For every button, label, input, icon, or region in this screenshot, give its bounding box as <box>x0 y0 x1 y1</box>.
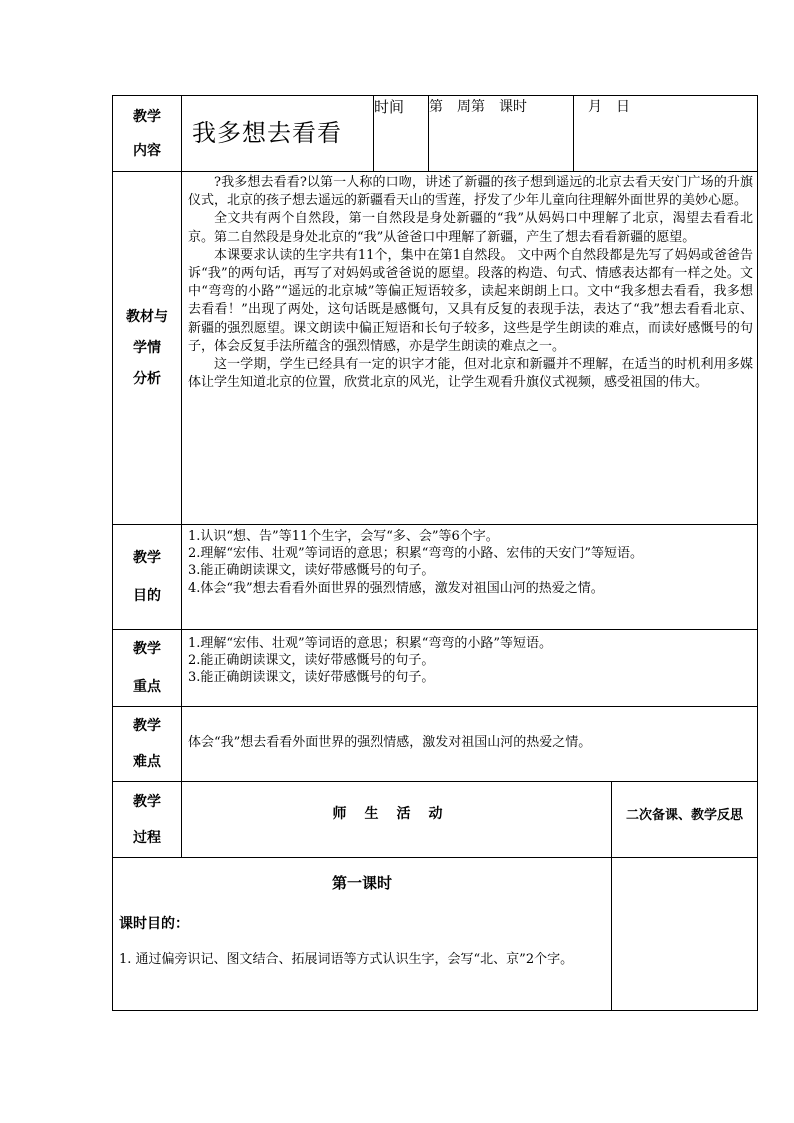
period-text: 第 周第 课时 <box>429 99 527 115</box>
period-cell <box>429 96 574 172</box>
analysis-paragraph: 本课要求认读的生字共有11个，集中在第1自然段。 文中两个自然段都是先写了妈妈或爸爸告诉“我”的两句话，再写了对妈妈或爸爸说的愿望。段落的构造、句式、情感表达都有一样之处。文中“弯弯的小路”“遥远的北京城”等偏正短语较多，读起来朗朗上口。文中“我多想去看看，我多想去看看！”出现了两处，这句话既是感慨句，又具有反复的表现手法，表达了“我”想去看看北京、新疆的强烈愿望。课文朗读中偏正短语和长句子较多，这些是学生朗读的难点，而读好感慨号的句子，体会反复手法所蕴含的强烈情感，亦是学生朗读的难点之一。 <box>188 247 753 354</box>
analysis-label-line3: 分析 <box>133 370 161 387</box>
process-label-line1: 教学 <box>133 793 161 810</box>
objectives-row <box>113 525 758 630</box>
objectives-label-cell <box>113 525 182 630</box>
objective-item: 2.理解“宏伟、壮观”等词语的意思；积累“弯弯的小路、宏伟的天安门”等短语。 <box>188 546 643 562</box>
analysis-row <box>113 172 758 525</box>
difficulties-label-cell <box>113 707 182 782</box>
key-points-content-cell <box>182 630 758 707</box>
review-header-cell <box>612 782 758 858</box>
activities-header-cell <box>182 782 612 858</box>
objective-item: 1.认识“想、告”等11个生字，会写“多、会”等6个字。 <box>188 529 499 544</box>
content-label-cell <box>113 96 182 172</box>
lesson-title: 我多想去看看 <box>192 119 342 147</box>
analysis-content-cell <box>182 172 758 525</box>
analysis-label-line2: 学情 <box>133 339 161 356</box>
lesson-plan-table <box>112 95 758 1011</box>
analysis-paragraph: 这一学期，学生已经具有一定的识字才能，但对北京和新疆并不理解，在适当的时机利用多媒体让学生知道北京的位置，欣赏北京的风光，让学生观看升旗仪式视频，感受祖国的伟大。 <box>188 357 753 391</box>
objectives-content-cell <box>182 525 758 630</box>
date-cell <box>574 96 758 172</box>
activities-header: 师生活动 <box>332 806 461 822</box>
lesson1-goal-item: 1. 通过偏旁识记、图文结合、拓展词语等方式认识生字，会写“北、京”2个字。 <box>119 952 574 967</box>
lesson1-review-cell <box>612 858 758 1011</box>
date-text: 月 日 <box>588 99 630 115</box>
key-point-item: 2.能正确朗读课文，读好带感慨号的句子。 <box>188 653 435 669</box>
key-points-row <box>113 630 758 707</box>
lesson1-title: 第一课时 <box>331 874 392 892</box>
key-point-item: 1.理解“宏伟、壮观”等词语的意思；积累“弯弯的小路”等短语。 <box>188 636 552 651</box>
process-label-line2: 过程 <box>133 829 161 846</box>
analysis-label-line1: 教材与 <box>126 308 168 325</box>
difficulties-content-cell <box>182 707 758 782</box>
objective-item: 3.能正确朗读课文，读好带感慨号的句子。 <box>188 563 435 579</box>
key-points-label-line2: 重点 <box>133 679 161 695</box>
objectives-label-line1: 教学 <box>133 550 161 566</box>
content-label-line2: 内容 <box>133 143 161 159</box>
difficulties-label-line1: 教学 <box>133 718 161 734</box>
objective-item: 4.体会“我”想去看看外面世界的强烈情感，激发对祖国山河的热爱之情。 <box>188 580 604 596</box>
analysis-paragraph: ?我多想去看看?以第一人称的口吻，讲述了新疆的孩子想到遥远的北京去看天安门广场的升旗仪式，北京的孩子想去遥远的新疆看天山的雪莲，抒发了少年儿童向往理解外面世界的美妙心愿。 <box>188 175 753 209</box>
lesson1-goal-label: 课时目的： <box>119 916 189 932</box>
key-points-label-cell <box>113 630 182 707</box>
analysis-paragraph: 全文共有两个自然段，第一自然段是身处新疆的“我”从妈妈口中理解了北京，渴望去看看北京。第二自然段是身处北京的“我”从爸爸口中理解了新疆，产生了想去看看新疆的愿望。 <box>188 211 753 245</box>
lesson-title-cell <box>182 96 374 172</box>
difficulty-text: 体会“我”想去看看外面世界的强烈情感，激发对祖国山河的热爱之情。 <box>188 735 592 751</box>
key-point-item: 3.能正确朗读课文，读好带感慨号的句子。 <box>188 670 435 686</box>
lesson1-content-cell <box>113 858 612 1011</box>
content-label-line1: 教学 <box>133 109 161 125</box>
difficulties-label-line2: 难点 <box>133 754 161 770</box>
key-points-label-line1: 教学 <box>133 641 161 657</box>
process-row <box>113 782 758 858</box>
time-label-cell <box>374 96 429 172</box>
lesson1-row <box>113 858 758 1011</box>
objectives-label-line2: 目的 <box>133 588 161 604</box>
review-header: 二次备课、教学反思 <box>625 808 743 823</box>
process-label-cell <box>113 782 182 858</box>
header-row <box>113 96 758 172</box>
time-label: 时间 <box>374 98 405 116</box>
difficulties-row <box>113 707 758 782</box>
analysis-label-cell <box>113 172 182 525</box>
